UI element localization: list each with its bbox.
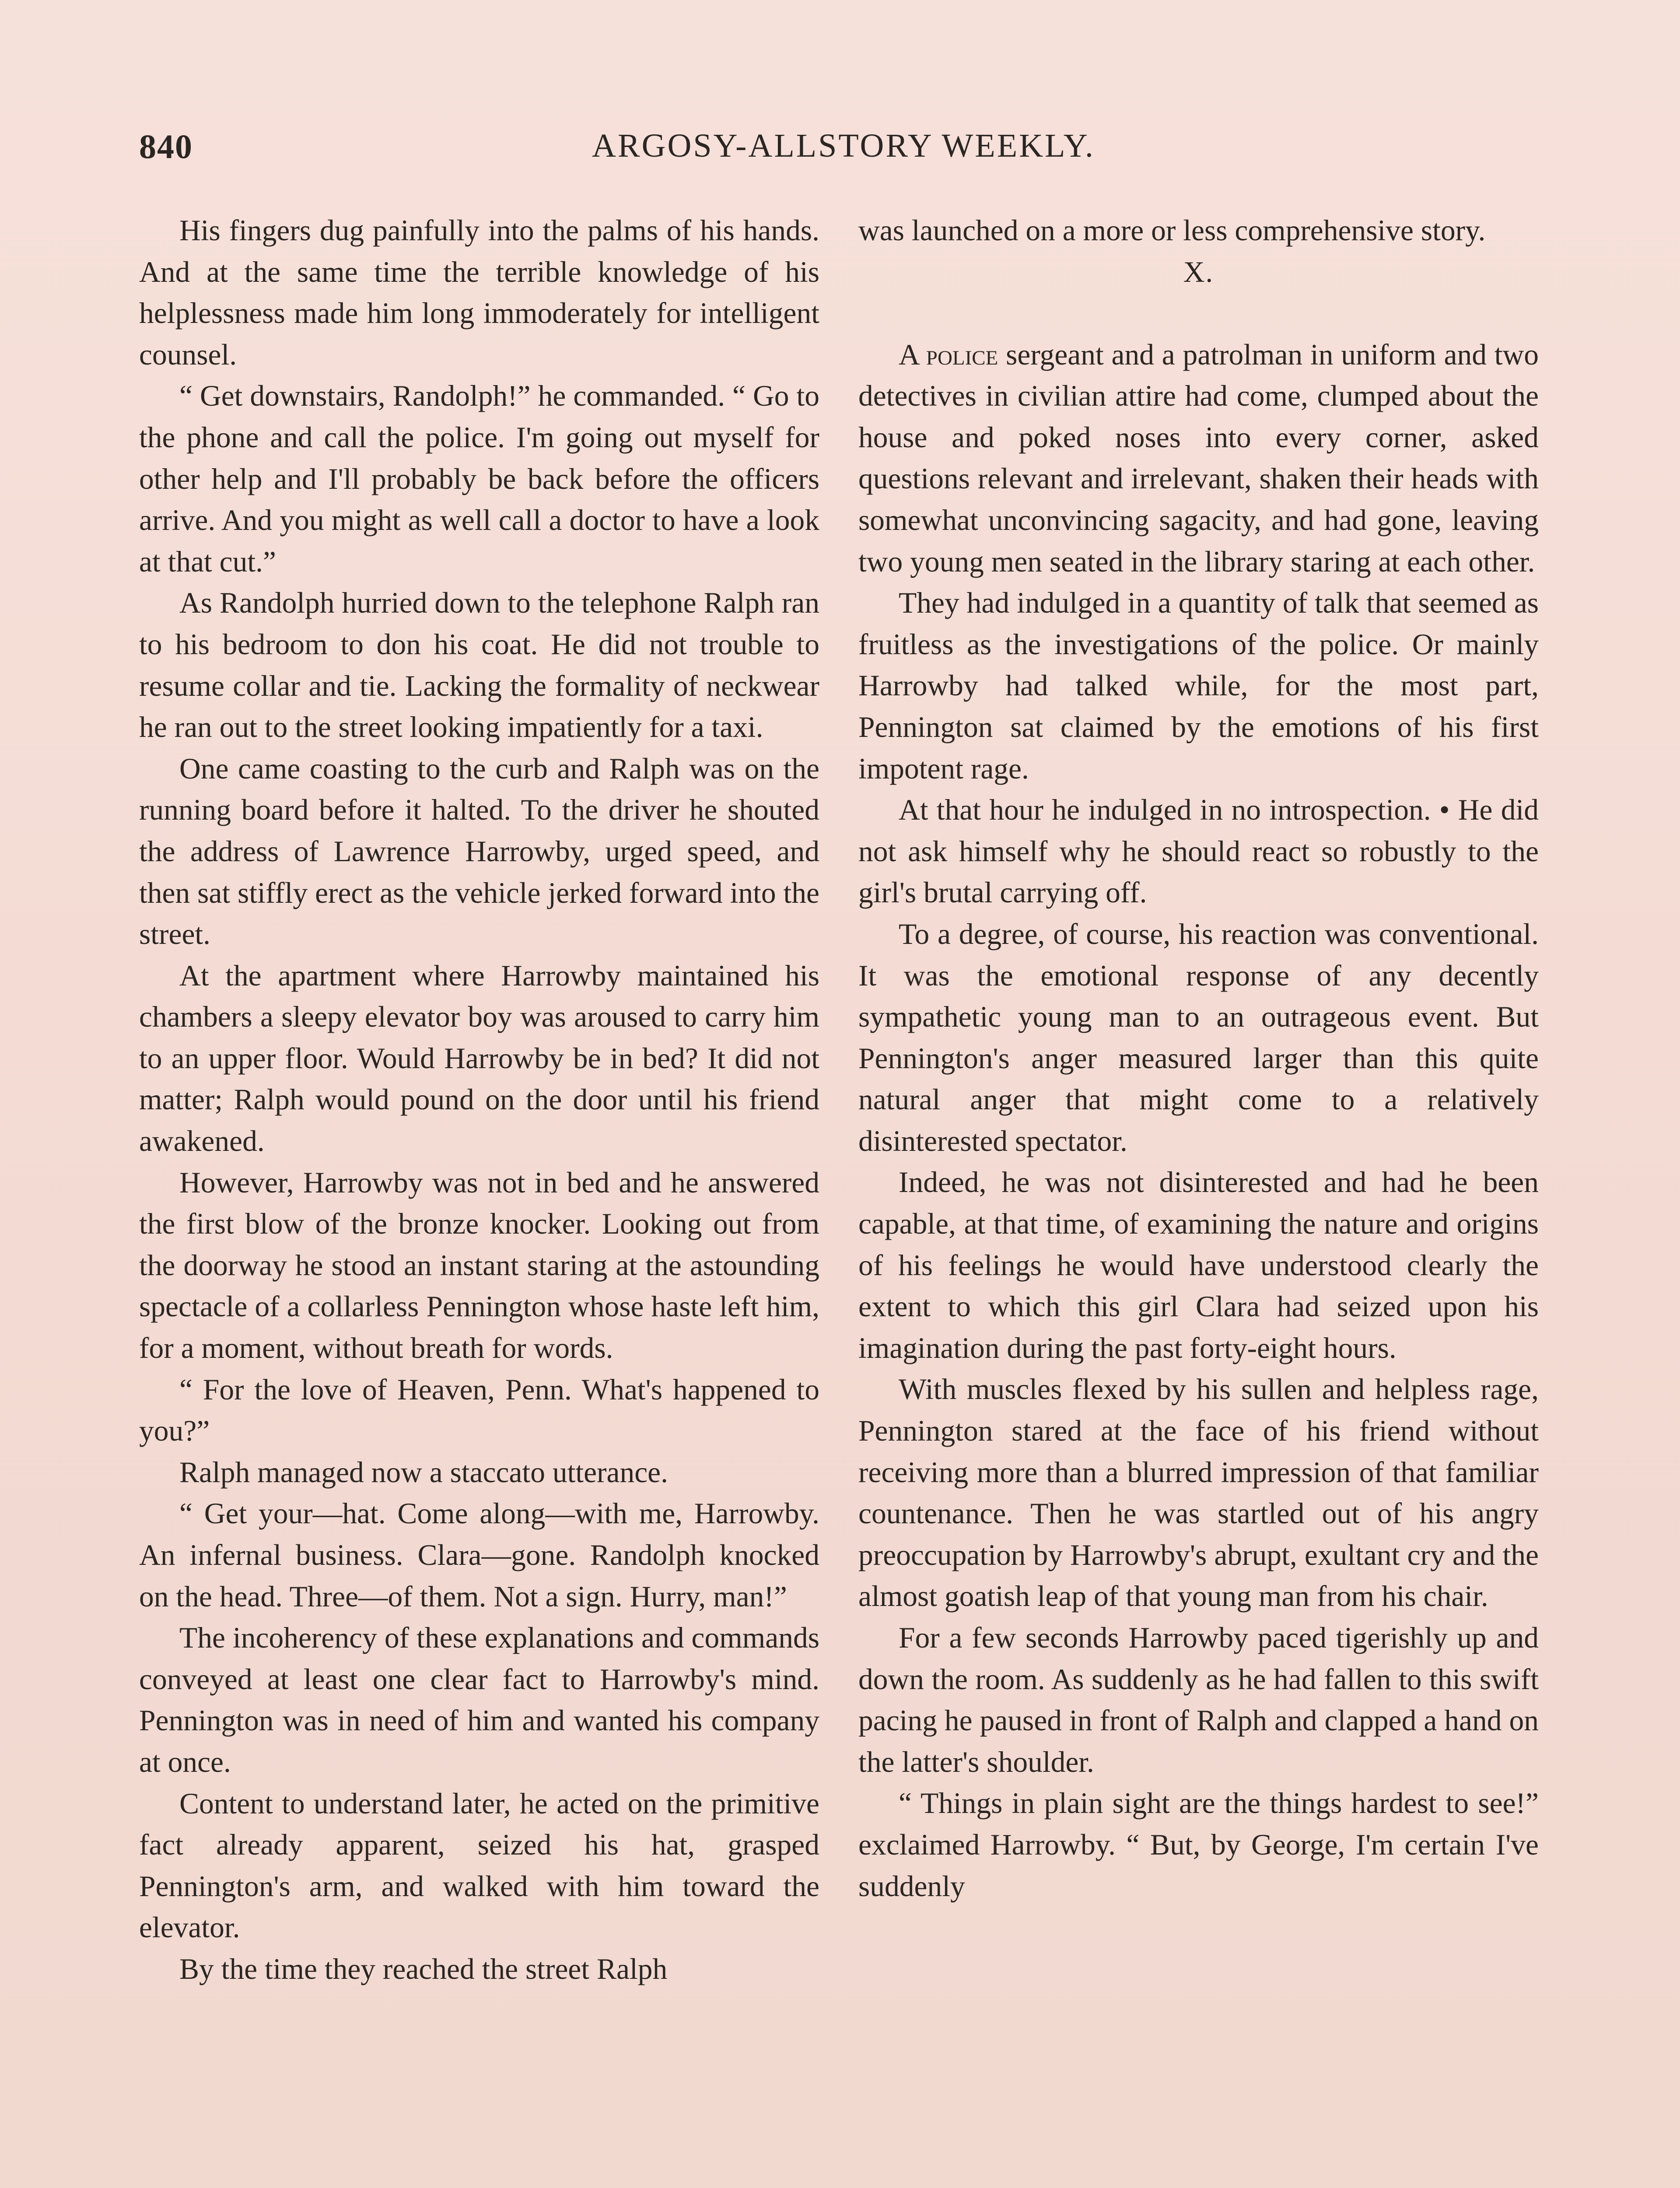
paragraph: They had indulged in a quantity of talk that seemed as fruitless as the investigations of the police. Or mainly Harrowby had talked while, for the most part, Pennington sat claimed by the emotions of his first impotent rage. [858, 586, 1539, 785]
running-title: ARGOSY-ALLSTORY WEEKLY. [592, 127, 1095, 164]
paragraph: At that hour he indulged in no introspection. • He did not ask himself why he should react so robustly to the girl's brutal carrying off. [858, 793, 1539, 909]
paragraph: His fingers dug painfully into the palms of his hands. And at the same time the terrible knowledge of his helplessness made him long immoderately for intelligent counsel. [139, 214, 819, 371]
paragraph: Ralph managed now a staccato utterance. [179, 1455, 668, 1489]
paragraph: Content to understand later, he acted on the primitive fact already apparent, seized his hat, grasped Pennington's arm, and walked with him toward the elevator. [139, 1787, 819, 1944]
paragraph: However, Harrowby was not in bed and he answered the first blow of the bronze knocker. Looking out from the doorway he stood an instant staring at the astounding spectacle of a collarless Pennington whose haste left him, for a moment, without breath for words. [139, 1166, 819, 1365]
paragraph: As Randolph hurried down to the telephone Ralph ran to his bedroom to don his coat. He did not trouble to resume collar and tie. Lacking the formality of neckwear he ran out to the street looking impatiently for a taxi. [139, 586, 819, 744]
paragraph: By the time they reached the street Ralph [179, 1952, 668, 1985]
paragraph: The incoherency of these explanations and commands conveyed at least one clear fact to Harrowby's mind. Pennington was in need of him and wanted his company at once. [139, 1621, 819, 1778]
paragraph: “ Get downstairs, Randolph!” he commanded. “ Go to the phone and call the police. I'm going out myself for other help and I'll probably be back before the officers arrive. And you might as well call a doctor to have a look at that cut.” [139, 379, 819, 578]
left-column [139, 210, 819, 1990]
opening-text: sergeant and a patrolman in uniform and two detectives in civilian attire had come, clumped about the house and poked noses into every corner, asked questions relevant and irrelevant, shaken their heads with somewhat unconvincing sagacity, and had gone, leaving two young men seated in the library staring at each other. [858, 338, 1539, 578]
paragraph-continued: was launched on a more or less comprehensive story. [858, 214, 1486, 247]
paragraph: “ Get your—hat. Come along—with me, Harrowby. An infernal business. Clara—gone. Randolph knocked on the head. Three—of them. Not a sign. Hurry, man!” [139, 1497, 819, 1613]
paragraph: Indeed, he was not disinterested and had he been capable, at that time, of examining the nature and origins of his feelings he would have understood clearly the extent to which this girl Clara had seized upon his imagination during the past forty-eight hours. [858, 1166, 1539, 1364]
paragraph: “ Things in plain sight are the things hardest to see!” exclaimed Harrowby. “ But, by George, I'm certain I've suddenly [858, 1787, 1539, 1903]
small-caps-lead: A police [899, 338, 998, 371]
paragraph: One came coasting to the curb and Ralph was on the running board before it halted. To the driver he shouted the address of Lawrence Harrowby, urged speed, and then sat stiffly erect as the vehicle jerked forward into the street. [139, 752, 819, 951]
paragraph: With muscles flexed by his sullen and helpless rage, Pennington stared at the face of his friend without receiving more than a blurred impression of that familiar countenance. Then he was startled out of his angry preoccupation by Harrowby's abrupt, exultant cry and the almost goatish leap of that young man from his chair. [858, 1373, 1539, 1613]
section-number: X. [1183, 255, 1214, 288]
paragraph: “ For the love of Heaven, Penn. What's happened to you?” [139, 1373, 819, 1448]
paragraph: For a few seconds Harrowby paced tigerishly up and down the room. As suddenly as he had fallen to this swift pacing he paused in front of Ralph and clapped a hand on the latter's shoulder. [858, 1621, 1539, 1778]
paragraph: At the apartment where Harrowby maintained his chambers a sleepy elevator boy was aroused to carry him to an upper floor. Would Harrowby be in bed? It did not matter; Ralph would pound on the door until his friend awakened. [139, 959, 819, 1158]
right-column [858, 210, 1539, 1907]
page-number: 840 [139, 127, 193, 165]
page-header [139, 127, 1548, 179]
paragraph: To a degree, of course, his reaction was conventional. It was the emotional response of any decently sympathetic young man to an outrageous event. But Pennington's anger measured larger than this quite natural anger that might come to a relatively disinterested spectator. [858, 917, 1539, 1157]
paragraph-opening [858, 334, 1539, 583]
section-heading [858, 252, 1539, 334]
